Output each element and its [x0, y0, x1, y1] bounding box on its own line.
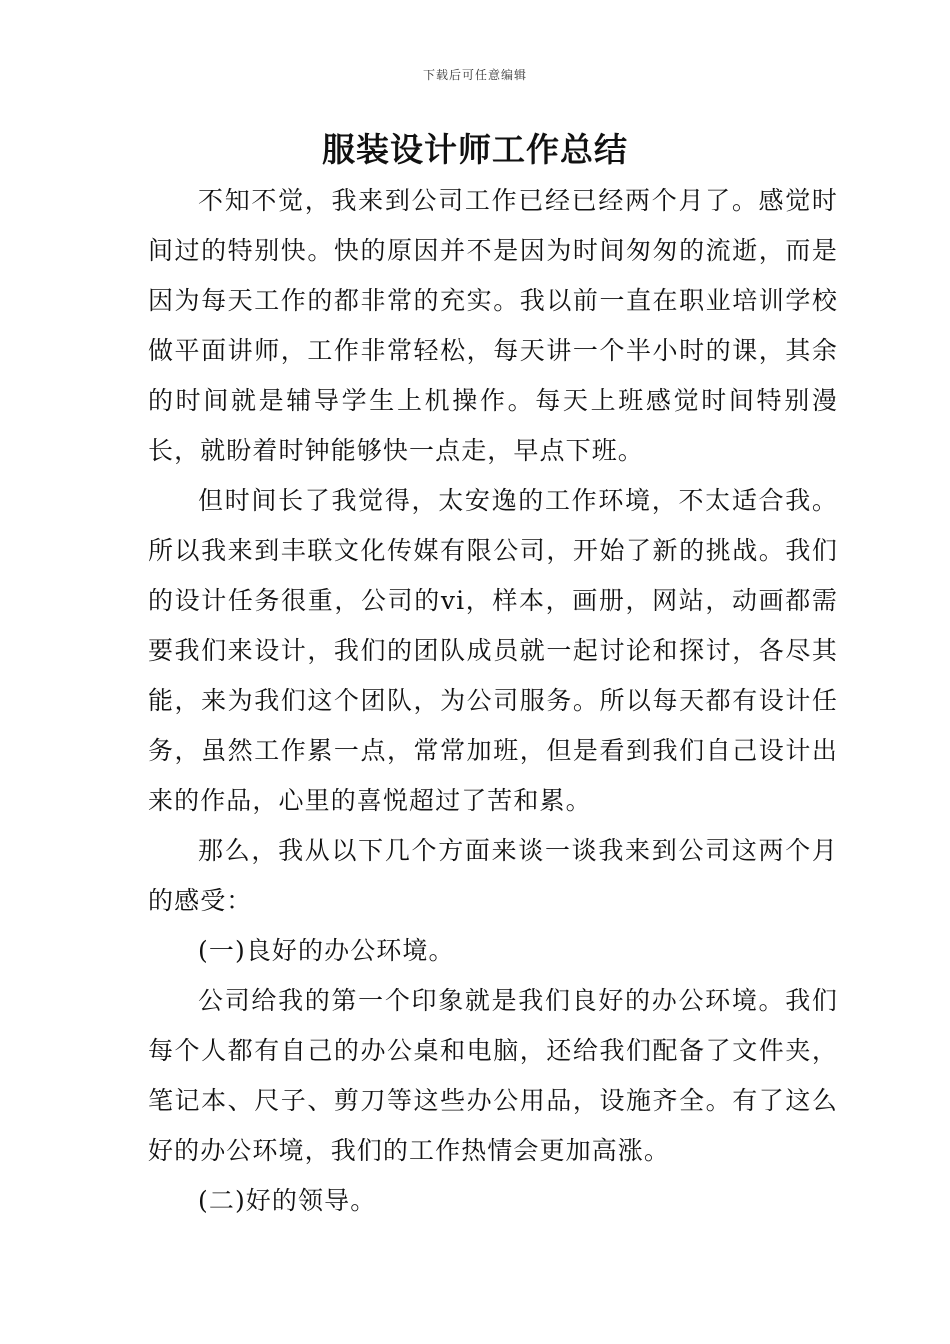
- paragraph-1: 不知不觉，我来到公司工作已经已经两个月了。感觉时间过的特别快。快的原因并不是因为时间匆匆的流逝，而是因为每天工作的都非常的充实。我以前一直在职业培训学校做平面讲师，工作非常轻松，每天讲一个半小时的课，其余的时间就是辅导学生上机操作。每天上班感觉时间特别漫长，就盼着时钟能够快一点走，早点下班。: [148, 186, 838, 465]
- paragraph-4: 公司给我的第一个印象就是我们良好的办公环境。我们每个人都有自己的办公桌和电脑，还给我们配备了文件夹，笔记本、尺子、剪刀等这些办公用品，设施齐全。有了这么好的办公环境，我们的工作热情会更加高涨。: [148, 986, 838, 1165]
- document-title: 服装设计师工作总结: [322, 130, 628, 169]
- document-body: [148, 176, 838, 1226]
- section-heading-1: (一)良好的办公环境。: [198, 936, 455, 965]
- header-note: 下载后可任意编辑: [422, 68, 527, 82]
- paragraph-3: 那么，我从以下几个方面来谈一谈我来到公司这两个月的感受：: [148, 836, 838, 915]
- paragraph-2: 但时间长了我觉得，太安逸的工作环境，不太适合我。所以我来到丰联文化传媒有限公司，开始了新的挑战。我们的设计任务很重，公司的vi，样本，画册，网站，动画都需要我们来设计，我们的团队成员就一起讨论和探讨，各尽其能，来为我们这个团队，为公司服务。所以每天都有设计任务，虽然工作累一点，常常加班，但是看到我们自己设计出来的作品，心里的喜悦超过了苦和累。: [148, 486, 838, 815]
- section-heading-2: (二)好的领导。: [198, 1186, 377, 1215]
